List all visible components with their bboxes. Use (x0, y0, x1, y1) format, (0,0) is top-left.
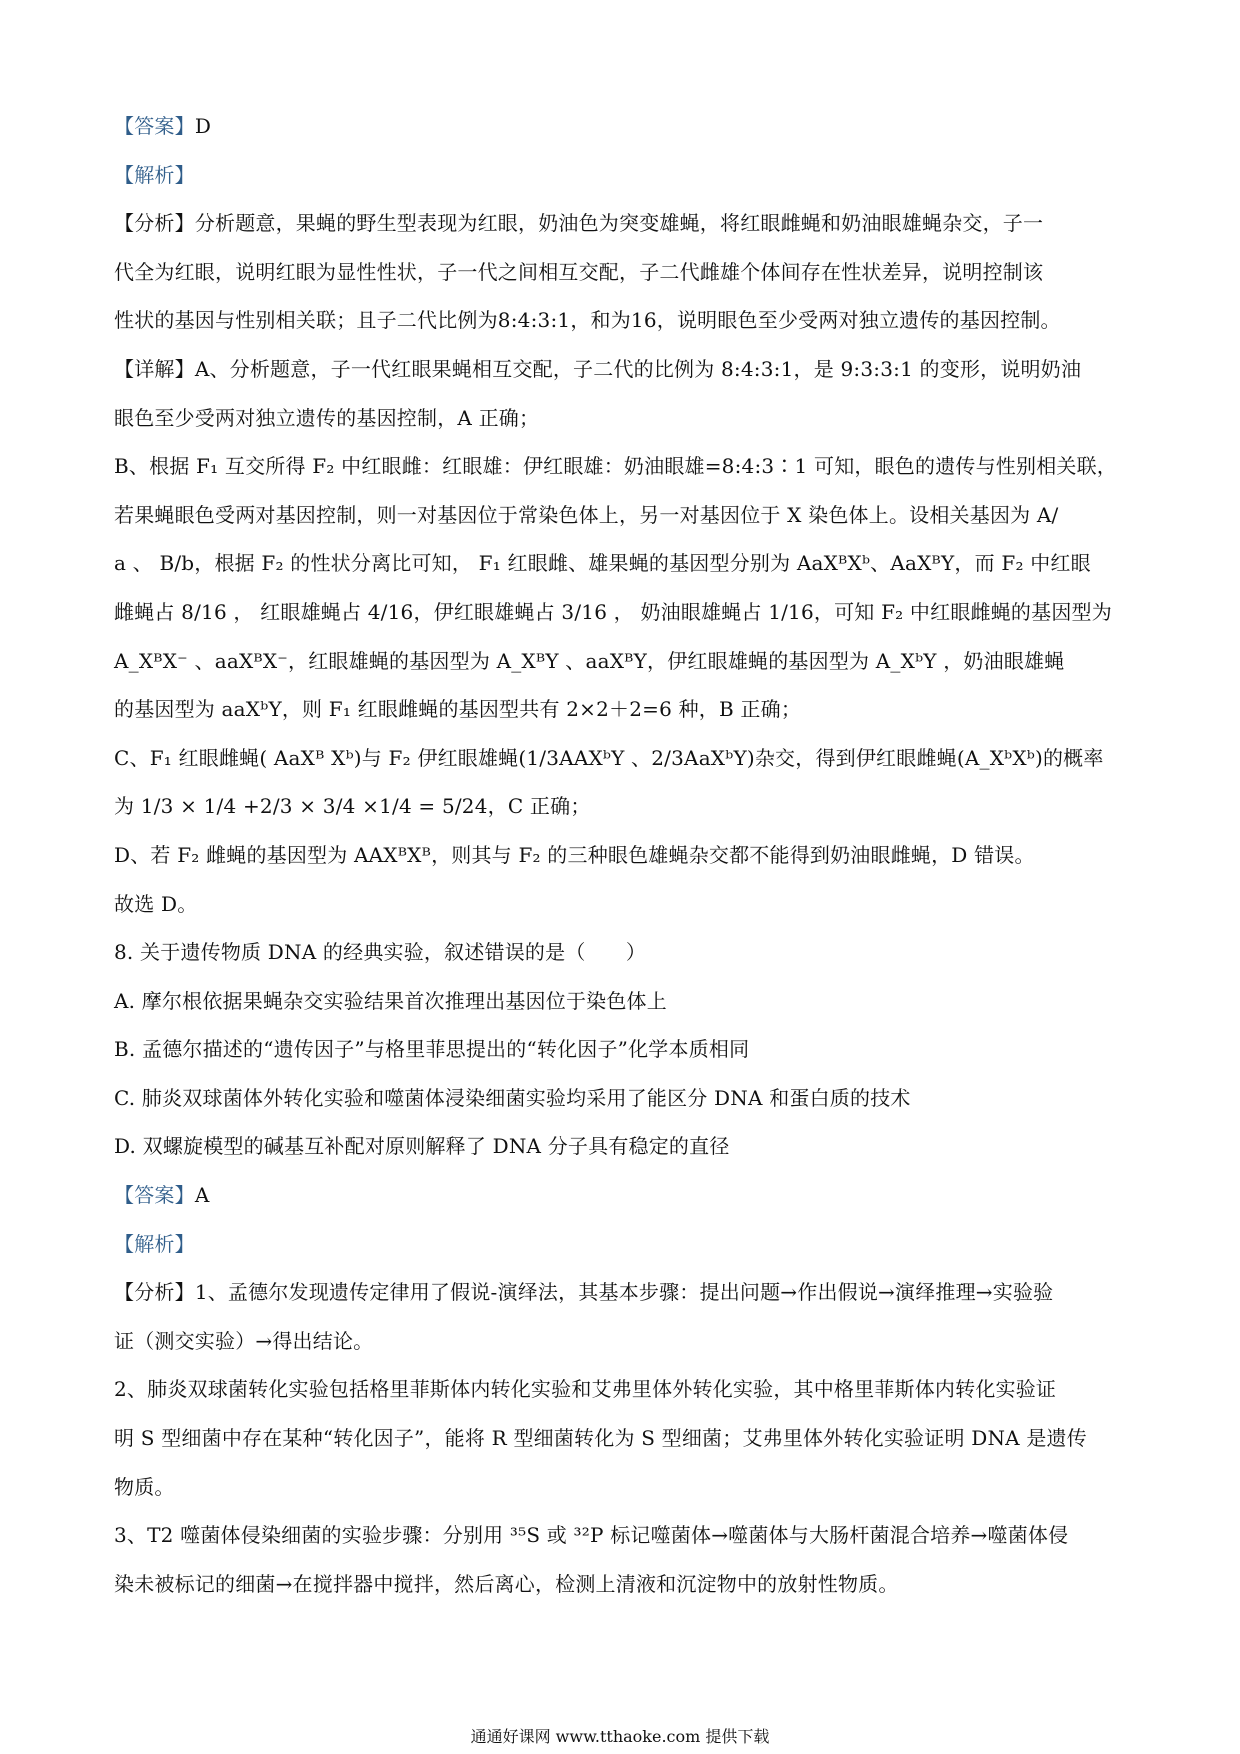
q8-option-c: C. 肺炎双球菌体外转化实验和噬菌体浸染细菌实验均采用了能区分 DNA 和蛋白质的技术 (114, 1085, 911, 1110)
q8-p3-line-2: 染未被标记的细菌→在搅拌器中搅拌，然后离心，检测上清液和沉淀物中的放射性物质。 (114, 1571, 899, 1596)
q7-answer-line (114, 102, 1134, 151)
q8-analysis-heading (114, 1220, 1134, 1269)
q7-b-line-1: B、根据 F₁ 互交所得 F₂ 中红眼雌：红眼雄：伊红眼雄：奶油眼雄=8:4:3∶1 可知，眼色的遗传与性别相关联， (114, 454, 1118, 479)
analysis-tag: 【解析】 (114, 1231, 195, 1256)
document-body (114, 102, 1134, 1608)
q7-fenxi-line-3: 性状的基因与性别相关联；且子二代比例为8:4:3:1，和为16，说明眼色至少受两对独立遗传的基因控制。 (114, 308, 1061, 333)
q7-a-line-2: 眼色至少受两对独立遗传的基因控制，A 正确； (114, 405, 540, 430)
q8-option-d: D. 双螺旋模型的碱基互补配对原则解释了 DNA 分子具有稳定的直径 (114, 1134, 730, 1159)
q8-p3-line-1: 3、T2 噬菌体侵染细菌的实验步骤：分别用 ³⁵S 或 ³²P 标记噬菌体→噬菌体与大肠杆菌混合培养→噬菌体侵 (114, 1523, 1069, 1548)
q8-option-a: A. 摩尔根依据果蝇杂交实验结果首次推理出基因位于染色体上 (114, 988, 667, 1013)
fenxi-tag: 【分析】 (114, 211, 195, 236)
q8-p2-line-1: 2、肺炎双球菌转化实验包括格里菲斯体内转化实验和艾弗里体外转化实验，其中格里菲斯体内转化实验证 (114, 1377, 1057, 1402)
q7-d-line-1: D、若 F₂ 雌蝇的基因型为 AAXᴮXᴮ，则其与 F₂ 的三种眼色雄蝇杂交都不能得到奶油眼雌蝇，D 错误。 (114, 842, 1035, 867)
page-footer: 通通好课网 www.tthaoke.com 提供下载 (470, 1727, 770, 1746)
answer-value: A (194, 1183, 210, 1208)
answer-tag: 【答案】 (114, 114, 195, 138)
answer-value: D (194, 114, 212, 138)
q8-p2-line-2: 明 S 型细菌中存在某种“转化因子”，能将 R 型细菌转化为 S 型细菌；艾弗里体外转化实验证明 DNA 是遗传 (114, 1426, 1087, 1451)
fenxi-text: 分析题意，果蝇的野生型表现为红眼，奶油色为突变雄蝇，将红眼雌蝇和奶油眼雄蝇杂交，子一 (194, 211, 1044, 236)
q7-xiangjie-line-1 (114, 345, 1134, 394)
q7-c-line-2: 为 1/3 × 1/4 +2/3 × 3/4 ×1/4 = 5/24，C 正确； (114, 794, 591, 819)
q8-answer-line (114, 1171, 1134, 1220)
q8-p2-line-3: 物质。 (114, 1474, 175, 1499)
q8-option-b: B. 孟德尔描述的“遗传因子”与格里菲思提出的“转化因子”化学本质相同 (114, 1037, 750, 1062)
q7-b-line-6: 的基因型为 aaXᵇY，则 F₁ 红眼雌蝇的基因型共有 2×2＋2=6 种，B 正确； (114, 697, 802, 722)
xiangjie-tag: 【详解】 (114, 356, 195, 381)
q7-b-line-5: A_XᴮX⁻ 、aaXᴮX⁻，红眼雄蝇的基因型为 A_XᴮY 、aaXᴮY，伊红眼雄蝇的基因型为 A_XᵇY ，奶油眼雄蝇 (114, 648, 1065, 673)
q8-p1-line-2: 证（测交实验）→得出结论。 (114, 1328, 374, 1353)
q8-fenxi-line-1 (114, 1268, 1134, 1317)
analysis-tag: 【解析】 (114, 162, 195, 187)
q7-conclusion: 故选 D。 (114, 891, 198, 916)
q7-analysis-heading (114, 151, 1134, 200)
q7-c-line-1: C、F₁ 红眼雌蝇( AaXᴮ Xᵇ)与 F₂ 伊红眼雄蝇(1/3AAXᵇY 、2/3AaXᵇY)杂交，得到伊红眼雌蝇(A_XᵇXᵇ)的概率 (114, 745, 1104, 770)
q7-b-line-2: 若果蝇眼色受两对基因控制，则一对基因位于常染色体上，另一对基因位于 X 染色体上。设相关基因为 A/ (114, 502, 1059, 527)
answer-tag: 【答案】 (114, 1183, 195, 1208)
fenxi-text: 1、孟德尔发现遗传定律用了假说-演绎法，其基本步骤：提出问题→作出假说→演绎推理→实验验 (194, 1280, 1054, 1305)
q7-b-line-4: 雌蝇占 8/16 ， 红眼雄蝇占 4/16，伊红眼雄蝇占 3/16 ， 奶油眼雄蝇占 1/16，可知 F₂ 中红眼雌蝇的基因型为 (114, 599, 1112, 624)
q8-stem: 8. 关于遗传物质 DNA 的经典实验，叙述错误的是（ ） (114, 940, 647, 965)
q7-b-line-3: a 、 B/b，根据 F₂ 的性状分离比可知， F₁ 红眼雌、雄果蝇的基因型分别为 AaXᴮXᵇ、AaXᴮY，而 F₂ 中红眼 (114, 551, 1091, 576)
xiangjie-text: A、分析题意，子一代红眼果蝇相互交配，子二代的比例为 8:4:3:1，是 9:3:3:1 的变形，说明奶油 (194, 356, 1082, 381)
fenxi-tag: 【分析】 (114, 1280, 195, 1305)
q7-fenxi-line-2: 代全为红眼，说明红眼为显性性状，子一代之间相互交配，子二代雌雄个体间存在性状差异，说明控制该 (114, 259, 1044, 284)
q7-fenxi-line-1 (114, 199, 1134, 248)
